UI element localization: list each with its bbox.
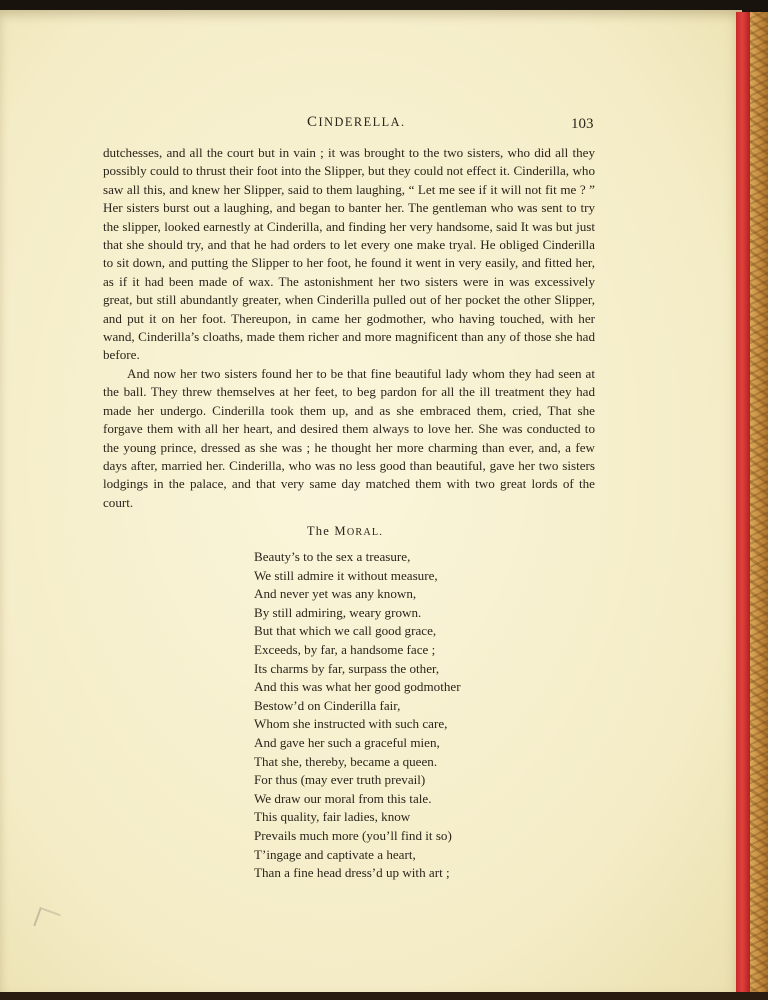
poem-line: But that which we call good grace, <box>254 623 437 639</box>
book-cover-red-edge <box>736 12 750 992</box>
poem-line: Prevails much more (you’ll find it so) <box>254 827 452 843</box>
book-page <box>0 10 742 998</box>
page-smudge-mark <box>33 907 61 933</box>
poem-line: And never yet was any known, <box>254 586 417 602</box>
poem-line: T’ingage and captivate a heart, <box>254 846 416 862</box>
poem-line: That she, thereby, became a queen. <box>254 753 438 769</box>
moral-heading-rest: ORAL. <box>346 527 384 538</box>
poem-line: This quality, fair ladies, know <box>254 809 411 825</box>
poem-line: Exceeds, by far, a handsome face ; <box>254 641 436 657</box>
running-head-rest: INDERELLA. <box>318 115 406 129</box>
poem-line: And gave her such a graceful mien, <box>254 734 440 750</box>
poem-line: We still admire it without measure, <box>254 567 438 583</box>
running-head-initial: C <box>307 114 319 130</box>
poem-line: For thus (may ever truth prevail) <box>254 772 426 788</box>
poem-line: Whom she instructed with such care, <box>254 716 448 732</box>
poem-line: Bestow’d on Cinderilla fair, <box>254 697 401 713</box>
moral-heading <box>0 524 690 539</box>
poem-line: Beauty’s to the sex a treasure, <box>254 549 411 564</box>
running-head <box>307 114 406 131</box>
book-top-edge <box>0 0 768 10</box>
poem-line: And this was what her good godmother <box>254 679 461 695</box>
page-number: 103 <box>571 116 594 132</box>
body-text <box>103 144 595 512</box>
book-marbled-edge <box>750 12 768 1000</box>
poem-line: By still admiring, weary grown. <box>254 604 422 620</box>
poem-line: Than a fine head dress’d up with art ; <box>254 865 450 881</box>
moral-heading-initial: M <box>334 524 347 538</box>
paragraph-2: And now her two sisters found her to be that fine beautiful lady whom they had seen at the ball. They threw themselves at her feet, to beg pardon for all the ill treatment they had made her undergo. Cinderilla took them up, and as she embraced them, cried, That she forgave them with all her heart, and desired them always to love her. She was conducted to the young prince, dressed as she was ; he thought her more charming than ever, and, a few days after, married her. Cinderilla, who was no less good than beautiful, gave her two sisters lodgings in the palace, and that very same day matched them with two great lords of the court. <box>103 365 595 510</box>
moral-poem <box>254 548 461 883</box>
book-bottom-edge <box>0 992 768 1000</box>
paragraph-1: dutchesses, and all the court but in vain ; it was brought to the two sisters, who did all they possibly could to thrust their foot into the Slipper, but they could not effect it. Cinderilla, who saw all this, and knew her Slipper, said to them laughing, “ Let me see if it will not fit me ? ” Her sisters burst out a laughing, and began to banter her. The gentleman who was sent to try the slipper, looked earnestly at Cinderilla, and finding her very handsome, said It was but just that she should try, and that he had orders to let every one make tryal. He obliged Cinderilla to sit down, and putting the Slipper to her foot, he found it went in very easily, and fitted her, as if it had been made of wax. The astonishment her two sisters were in was excessively great, but still abundantly greater, when Cinderilla pulled out of her pocket the other Slipper, and put it on her foot. Thereupon, in came her godmother, who having touched, with her wand, Cinderilla’s cloaths, made them richer and more magnificent than any of those she had before. <box>103 145 595 363</box>
poem-line: We draw our moral from this tale. <box>254 790 432 806</box>
moral-heading-the: The <box>306 524 331 538</box>
poem-line: Its charms by far, surpass the other, <box>254 660 440 676</box>
